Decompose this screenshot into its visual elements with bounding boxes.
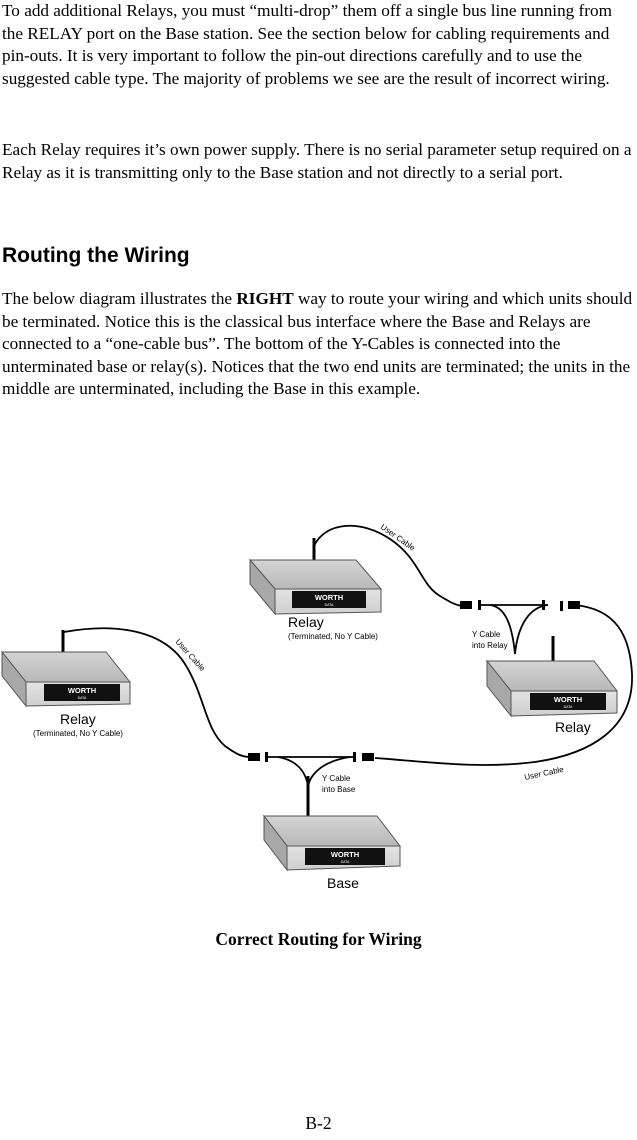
- user-cable-top-label: User Cable: [378, 522, 417, 553]
- top-relay-note: (Terminated, No Y Cable): [288, 632, 378, 641]
- brand-label: WORTH: [314, 593, 344, 602]
- connector: [542, 600, 545, 610]
- routing-paragraph: [2, 288, 634, 401]
- power-supply-paragraph: Each Relay requires it’s own power supply. There is no serial parameter setup required on a Relay as it is transmitting only to the Base station and not directly to a serial port.: [2, 140, 632, 182]
- connector: [560, 601, 563, 611]
- brand-label: WORTH: [67, 686, 97, 695]
- top-relay-label: Relay: [288, 614, 324, 630]
- brand-sub-label: DATA: [77, 696, 87, 700]
- right-relay-unit: [487, 636, 617, 735]
- connector: [248, 753, 260, 761]
- y-cable-base-label: Y Cable: [322, 774, 351, 783]
- left-relay-unit: [2, 630, 130, 738]
- connector: [265, 752, 268, 762]
- user-cable-bottom-label: User Cable: [523, 764, 565, 782]
- connector: [568, 601, 580, 609]
- connector: [478, 600, 481, 610]
- y-cable-relay-label-2: into Relay: [472, 641, 508, 650]
- routing-text-end: way to route your wiring and which units should be terminated. Notice this is the classical bus interface where the Base and Relays are connected to a “one-cable bus”. The bottom of the Y-Cables is connected into the unterminated base or relay(s). Notices that the two end units are terminated; the units in the middle are unterminated, including the Base in this example.: [2, 289, 633, 398]
- user-cable-left-label: User Cable: [173, 637, 207, 674]
- left-relay-note: (Terminated, No Y Cable): [33, 729, 123, 738]
- connector: [460, 601, 472, 609]
- routing-text-start: The below diagram illustrates the: [2, 289, 237, 308]
- connector: [362, 753, 374, 761]
- brand-sub-label: DATA: [324, 603, 334, 607]
- wiring-diagram: [0, 514, 637, 899]
- connector: [353, 752, 356, 762]
- brand-sub-label: DATA: [563, 705, 573, 709]
- top-relay-unit: [250, 538, 381, 641]
- left-relay-label: Relay: [60, 711, 96, 727]
- y-cable-base-label-2: into Base: [322, 785, 356, 794]
- brand-label: WORTH: [330, 850, 360, 859]
- page-number: B-2: [305, 1113, 332, 1133]
- brand-sub-label: DATA: [340, 860, 350, 864]
- intro-paragraph: To add additional Relays, you must “multi-drop” them off a single bus line running from the RELAY port on the Base station. See the section below for cabling requirements and pin-outs. It is very important to follow the pin-out directions carefully and to use the suggested cable type. The majority of problems we see are the result of incorrect wiring.: [2, 1, 612, 88]
- brand-label: WORTH: [553, 695, 583, 704]
- base-label: Base: [327, 875, 359, 891]
- right-relay-label: Relay: [555, 719, 591, 735]
- right-emphasis: RIGHT: [236, 289, 294, 308]
- section-heading: Routing the Wiring: [2, 244, 190, 267]
- figure-caption: Correct Routing for Wiring: [215, 929, 422, 949]
- y-cable-relay-label: Y Cable: [472, 630, 501, 639]
